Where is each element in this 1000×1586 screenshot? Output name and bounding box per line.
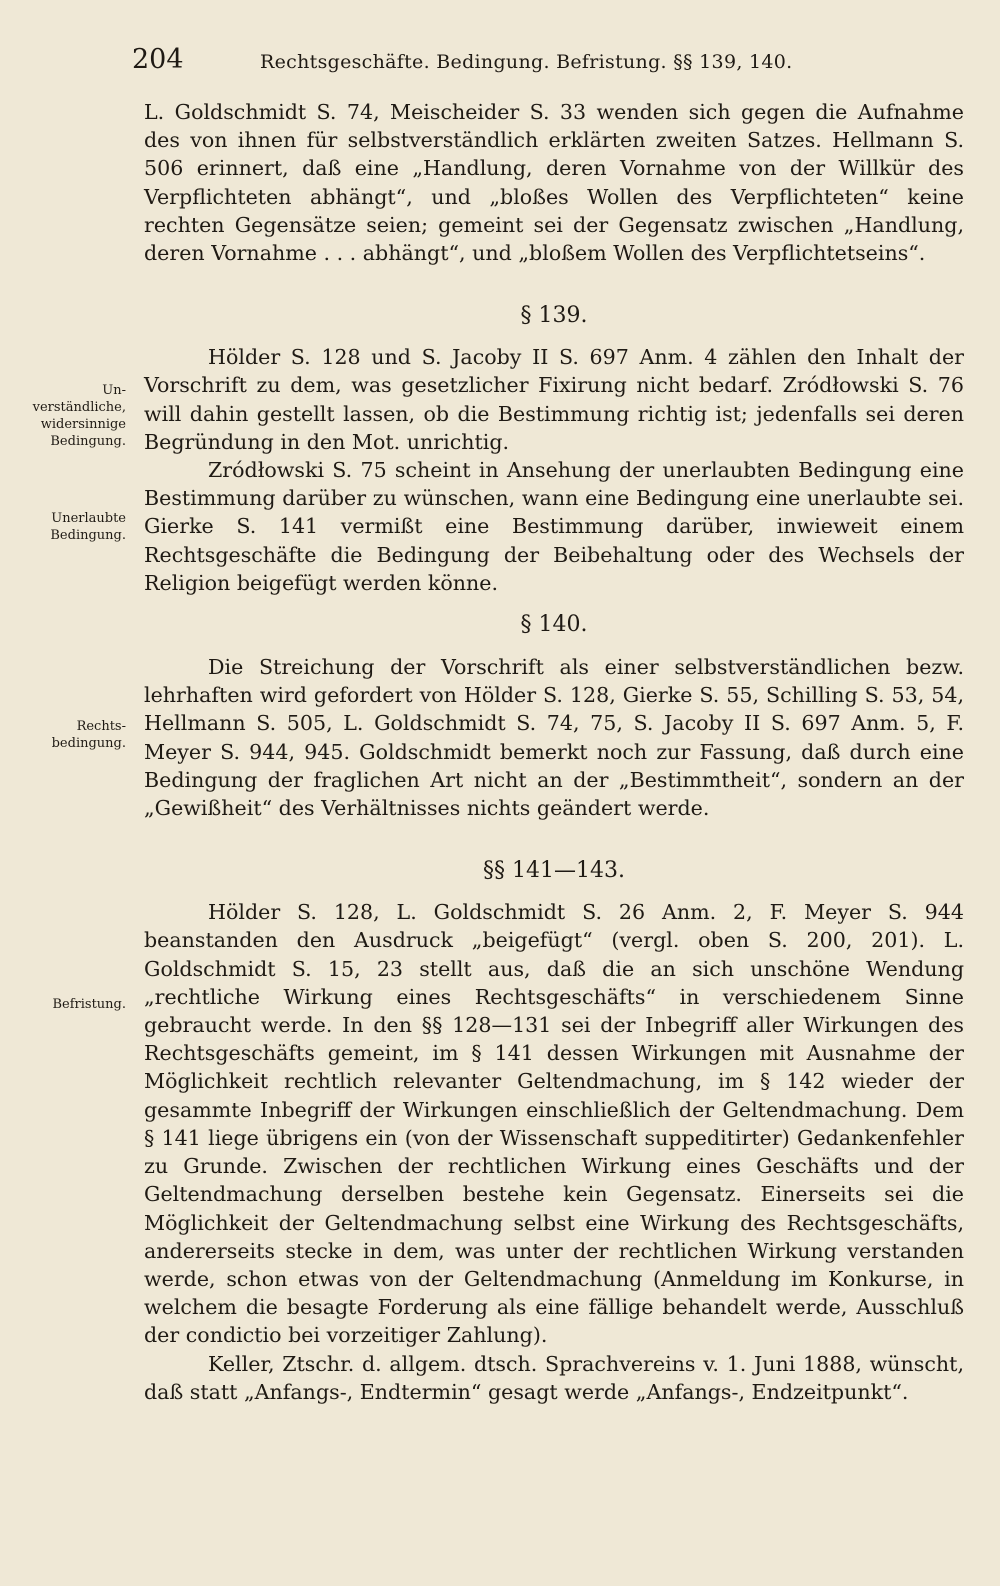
margin-note-line: Bedingung.	[50, 528, 126, 543]
paragraph-goldschmidt-meischeider: L. Goldschmidt S. 74, Meischeider S. 33 wenden sich gegen die Aufnahme des von ihnen für selbstverständlich erklärten zweiten Satzes. Hellmann S. 506 erinnert, daß eine „Handlung, deren Vornahme von der Willkür des Verpflichteten abhängt“, und „bloßes Wollen des Verpflichteten“ keine rechten Gegensätze seien; gemeint sei der Gegensatz zwischen „Handlung, deren Vornahme . . . abhängt“, und „bloßem Wollen des Verpflichtetseins“.	[144, 100, 964, 266]
body-text	[144, 98, 964, 1406]
margin-note-line: verständliche,	[32, 400, 126, 415]
margin-note-rechtsbedingung	[6, 718, 126, 752]
section-heading-141-143: §§ 141—143.	[483, 858, 625, 884]
margin-note-unerlaubte-bedingung	[6, 510, 126, 544]
margin-note-unverstaendliche-bedingung	[6, 382, 126, 450]
section-heading-140: § 140.	[520, 612, 588, 638]
paragraph-hoelder-jacoby: Hölder S. 128 und S. Jacoby II S. 697 Anm. 4 zählen den Inhalt der Vorschrift zu dem, was gesetzlicher Fixirung nicht bedarf. Zródłowski S. 76 will dahin gestellt lassen, ob die Bestimmung richtig ist; jedenfalls sei deren Begründung in den Mot. unrichtig.	[144, 345, 964, 454]
paragraph-streichung: Die Streichung der Vorschrift als einer selbstverständlichen bezw. lehrhaften wird gefordert von Hölder S. 128, Gierke S. 55, Schilling S. 53, 54, Hellmann S. 505, L. Goldschmidt S. 74, 75, S. Jacoby II S. 697 Anm. 5, F. Meyer S. 944, 945. Goldschmidt bemerkt noch zur Fassung, daß durch eine Bedingung der fraglichen Art nicht an der „Bestimmtheit“, sondern an der „Gewißheit“ des Verhältnisses nichts geändert werde.	[144, 655, 964, 821]
margin-note-line: Rechts-	[76, 719, 126, 734]
margin-note-line: Befristung.	[52, 997, 126, 1012]
margin-note-befristung	[6, 996, 126, 1013]
margin-note-line: widersinnige	[40, 417, 126, 432]
margin-note-line: bedingung.	[51, 736, 126, 751]
paragraph-zrodlowski-gierke: Zródłowski S. 75 scheint in Ansehung der unerlaubten Bedingung eine Bestimmung darüber zu wünschen, wann eine Bedingung eine unerlaubte sei. Gierke S. 141 vermißt eine Bestimmung darüber, inwieweit einem Rechtsgeschäfte die Bedingung der Beibehaltung oder des Wechsels der Religion beigefügt werden könne.	[144, 458, 964, 595]
margin-note-line: Unerlaubte	[51, 511, 126, 526]
margin-note-line: Bedingung.	[50, 434, 126, 449]
paragraph-befristung: Hölder S. 128, L. Goldschmidt S. 26 Anm. 2, F. Meyer S. 944 beanstanden den Ausdruck „beigefügt“ (vergl. oben S. 200, 201). L. Goldschmidt S. 15, 23 stellt aus, daß die an sich unschöne Wendung „rechtliche Wirkung eines Rechtsgeschäfts“ in verschiedenem Sinne gebraucht werde. In den §§ 128—131 sei der Inbegriff aller Wirkungen des Rechtsgeschäfts gemeint, im § 141 dessen Wirkungen mit Ausnahme der Möglichkeit rechtlich relevanter Geltendmachung, im § 142 wieder der gesammte Inbegriff der Wirkungen einschließlich der Geltendmachung. Dem § 141 liege übrigens ein (von der Wissenschaft suppeditirter) Gedankenfehler zu Grunde. Zwischen der rechtlichen Wirkung eines Geschäfts und der Geltendmachung derselben bestehe kein Gegensatz. Einerseits sei die Möglichkeit der Geltendmachung selbst eine Wirkung des Rechtsgeschäfts, andererseits stecke in dem, was unter der rechtlichen Wirkung verstanden werde, schon etwas von der Geltendmachung (Anmeldung im Konkurse, in welchem die besagte Forderung als eine fällige behandelt werde, Ausschluß der condictio bei vorzeitiger Zahlung).	[144, 900, 964, 1348]
page-header	[132, 44, 822, 84]
section-heading-139: § 139.	[520, 303, 588, 329]
running-head: Rechtsgeschäfte. Bedingung. Befristung. §§ 139, 140.	[260, 51, 793, 73]
margin-note-line: Un-	[102, 383, 126, 398]
page-number: 204	[132, 44, 184, 75]
paragraph-keller: Keller, Ztschr. d. allgem. dtsch. Sprachvereins v. 1. Juni 1888, wünscht, daß statt „Anfangs-, Endtermin“ gesagt werde „Anfangs-, Endzeitpunkt“.	[144, 1351, 964, 1404]
